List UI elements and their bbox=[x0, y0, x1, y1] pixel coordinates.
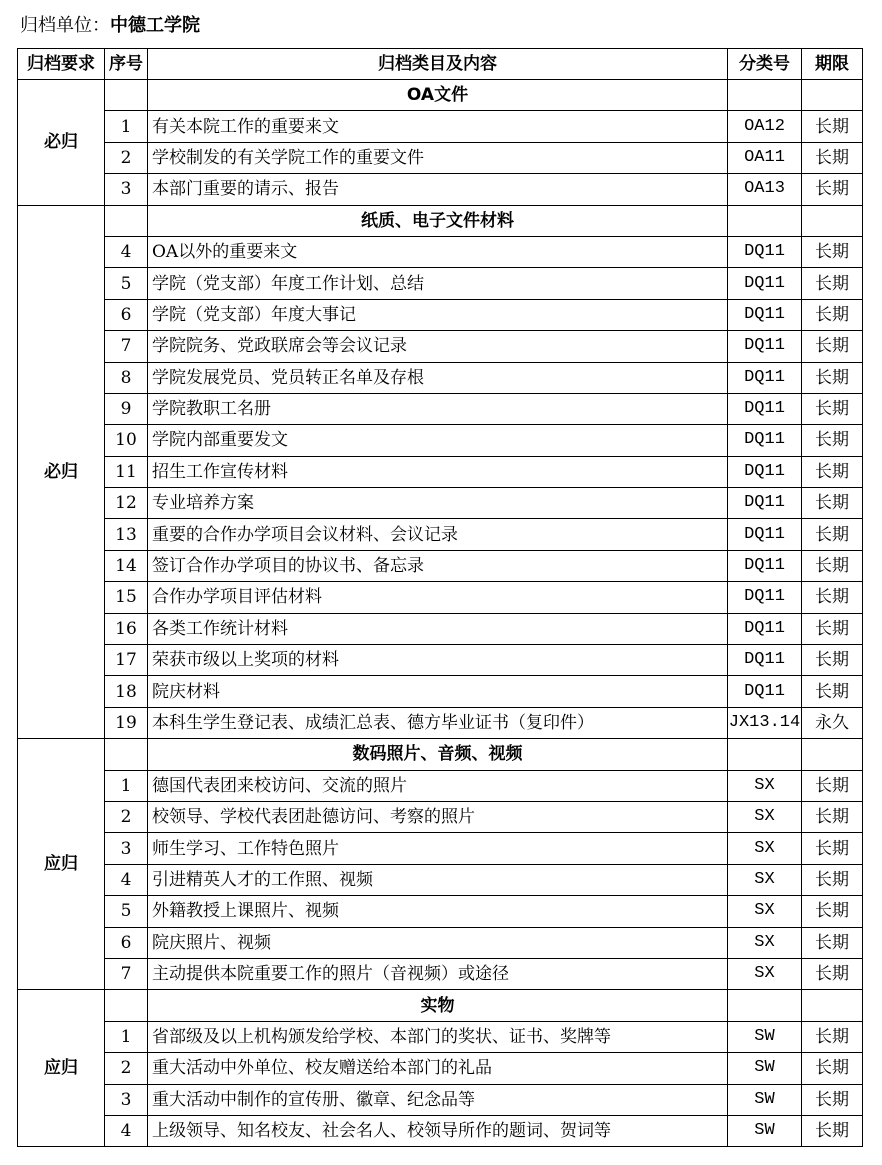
row-period: 长期 bbox=[802, 456, 863, 487]
row-number: 6 bbox=[105, 299, 148, 330]
table-row bbox=[18, 896, 863, 927]
table-row bbox=[18, 801, 863, 832]
category-code-cell bbox=[728, 80, 802, 111]
row-number: 2 bbox=[105, 801, 148, 832]
row-item: 师生学习、工作特色照片 bbox=[148, 833, 728, 864]
row-period: 长期 bbox=[802, 801, 863, 832]
row-item: 学院（党支部）年度大事记 bbox=[148, 299, 728, 330]
row-item: 各类工作统计材料 bbox=[148, 613, 728, 644]
table-row bbox=[18, 676, 863, 707]
row-number: 7 bbox=[105, 331, 148, 362]
requirement-cell: 必归 bbox=[18, 205, 105, 739]
row-code: DQ11 bbox=[728, 331, 802, 362]
row-period: 长期 bbox=[802, 488, 863, 519]
row-number: 7 bbox=[105, 958, 148, 989]
row-code: DQ11 bbox=[728, 299, 802, 330]
requirement-cell: 必归 bbox=[18, 80, 105, 206]
row-code: SX bbox=[728, 958, 802, 989]
row-number: 13 bbox=[105, 519, 148, 550]
row-number: 14 bbox=[105, 550, 148, 581]
archive-unit-label: 归档单位： bbox=[20, 15, 110, 36]
table-row bbox=[18, 299, 863, 330]
row-number: 5 bbox=[105, 268, 148, 299]
category-no-cell bbox=[105, 990, 148, 1021]
table-row bbox=[18, 613, 863, 644]
row-period: 长期 bbox=[802, 393, 863, 424]
row-period: 长期 bbox=[802, 519, 863, 550]
table-row bbox=[18, 488, 863, 519]
row-period: 长期 bbox=[802, 425, 863, 456]
row-period: 长期 bbox=[802, 550, 863, 581]
row-number: 4 bbox=[105, 864, 148, 895]
row-period: 长期 bbox=[802, 896, 863, 927]
row-number: 4 bbox=[105, 236, 148, 267]
row-period: 长期 bbox=[802, 770, 863, 801]
row-code: DQ11 bbox=[728, 456, 802, 487]
category-period-cell bbox=[802, 80, 863, 111]
row-number: 3 bbox=[105, 1084, 148, 1115]
row-period: 长期 bbox=[802, 927, 863, 958]
row-code: DQ11 bbox=[728, 582, 802, 613]
row-code: OA12 bbox=[728, 111, 802, 142]
row-period: 长期 bbox=[802, 833, 863, 864]
header-category: 归档类目及内容 bbox=[148, 49, 728, 80]
archive-unit-value: 中德工学院 bbox=[110, 15, 200, 36]
category-title: OA文件 bbox=[148, 80, 728, 111]
row-number: 6 bbox=[105, 927, 148, 958]
row-code: DQ11 bbox=[728, 236, 802, 267]
category-no-cell bbox=[105, 205, 148, 236]
category-no-cell bbox=[105, 80, 148, 111]
table-row bbox=[18, 519, 863, 550]
table-header-row bbox=[18, 49, 863, 80]
row-item: 招生工作宣传材料 bbox=[148, 456, 728, 487]
row-number: 3 bbox=[105, 174, 148, 205]
table-row bbox=[18, 1084, 863, 1115]
row-code: SW bbox=[728, 1115, 802, 1146]
table-row bbox=[18, 864, 863, 895]
category-code-cell bbox=[728, 205, 802, 236]
row-item: 重大活动中制作的宣传册、徽章、纪念品等 bbox=[148, 1084, 728, 1115]
row-period: 长期 bbox=[802, 613, 863, 644]
row-number: 4 bbox=[105, 1115, 148, 1146]
category-period-cell bbox=[802, 205, 863, 236]
row-number: 17 bbox=[105, 645, 148, 676]
category-row bbox=[18, 990, 863, 1021]
table-row bbox=[18, 582, 863, 613]
category-title: 数码照片、音频、视频 bbox=[148, 739, 728, 770]
table-row bbox=[18, 331, 863, 362]
row-item: 院庆照片、视频 bbox=[148, 927, 728, 958]
row-number: 15 bbox=[105, 582, 148, 613]
row-period: 长期 bbox=[802, 268, 863, 299]
row-item: 签订合作办学项目的协议书、备忘录 bbox=[148, 550, 728, 581]
row-number: 8 bbox=[105, 362, 148, 393]
row-item: 主动提供本院重要工作的照片（音视频）或途径 bbox=[148, 958, 728, 989]
row-period: 长期 bbox=[802, 1021, 863, 1052]
table-row bbox=[18, 236, 863, 267]
row-code: DQ11 bbox=[728, 550, 802, 581]
row-number: 10 bbox=[105, 425, 148, 456]
row-period: 长期 bbox=[802, 676, 863, 707]
row-period: 长期 bbox=[802, 958, 863, 989]
requirement-cell: 应归 bbox=[18, 739, 105, 990]
row-item: 学院内部重要发文 bbox=[148, 425, 728, 456]
archive-table bbox=[17, 48, 863, 1147]
row-item: 学院发展党员、党员转正名单及存根 bbox=[148, 362, 728, 393]
table-row bbox=[18, 1115, 863, 1146]
category-title: 实物 bbox=[148, 990, 728, 1021]
category-code-cell bbox=[728, 739, 802, 770]
table-row bbox=[18, 174, 863, 205]
row-number: 12 bbox=[105, 488, 148, 519]
row-item: 德国代表团来校访问、交流的照片 bbox=[148, 770, 728, 801]
table-row bbox=[18, 362, 863, 393]
category-code-cell bbox=[728, 990, 802, 1021]
row-code: DQ11 bbox=[728, 519, 802, 550]
row-code: JX13.14 bbox=[728, 707, 802, 738]
row-code: SW bbox=[728, 1084, 802, 1115]
row-number: 19 bbox=[105, 707, 148, 738]
row-number: 2 bbox=[105, 142, 148, 173]
header-no: 序号 bbox=[105, 49, 148, 80]
row-item: OA以外的重要来文 bbox=[148, 236, 728, 267]
row-code: DQ11 bbox=[728, 613, 802, 644]
row-period: 长期 bbox=[802, 645, 863, 676]
row-item: 学院教职工名册 bbox=[148, 393, 728, 424]
row-code: SX bbox=[728, 833, 802, 864]
row-item: 院庆材料 bbox=[148, 676, 728, 707]
row-period: 长期 bbox=[802, 299, 863, 330]
row-code: SW bbox=[728, 1053, 802, 1084]
row-number: 1 bbox=[105, 770, 148, 801]
row-number: 5 bbox=[105, 896, 148, 927]
row-code: DQ11 bbox=[728, 488, 802, 519]
row-item: 重要的合作办学项目会议材料、会议记录 bbox=[148, 519, 728, 550]
row-period: 长期 bbox=[802, 331, 863, 362]
row-number: 1 bbox=[105, 1021, 148, 1052]
table-row bbox=[18, 958, 863, 989]
row-number: 3 bbox=[105, 833, 148, 864]
header-code: 分类号 bbox=[728, 49, 802, 80]
row-period: 长期 bbox=[802, 362, 863, 393]
row-item: 本科生学生登记表、成绩汇总表、德方毕业证书（复印件） bbox=[148, 707, 728, 738]
table-row bbox=[18, 707, 863, 738]
row-code: DQ11 bbox=[728, 362, 802, 393]
archive-unit-line bbox=[20, 12, 200, 40]
table-row bbox=[18, 770, 863, 801]
header-requirement: 归档要求 bbox=[18, 49, 105, 80]
row-code: SX bbox=[728, 927, 802, 958]
row-number: 11 bbox=[105, 456, 148, 487]
row-item: 合作办学项目评估材料 bbox=[148, 582, 728, 613]
row-item: 学院（党支部）年度工作计划、总结 bbox=[148, 268, 728, 299]
table-row bbox=[18, 268, 863, 299]
header-period: 期限 bbox=[802, 49, 863, 80]
row-item: 校领导、学校代表团赴德访问、考察的照片 bbox=[148, 801, 728, 832]
requirement-cell: 应归 bbox=[18, 990, 105, 1147]
row-code: DQ11 bbox=[728, 425, 802, 456]
row-item: 有关本院工作的重要来文 bbox=[148, 111, 728, 142]
row-code: SX bbox=[728, 896, 802, 927]
row-item: 上级领导、知名校友、社会名人、校领导所作的题词、贺词等 bbox=[148, 1115, 728, 1146]
row-number: 9 bbox=[105, 393, 148, 424]
row-item: 本部门重要的请示、报告 bbox=[148, 174, 728, 205]
row-number: 18 bbox=[105, 676, 148, 707]
row-item: 荣获市级以上奖项的材料 bbox=[148, 645, 728, 676]
table-row bbox=[18, 1021, 863, 1052]
row-item: 学院院务、党政联席会等会议记录 bbox=[148, 331, 728, 362]
row-code: OA13 bbox=[728, 174, 802, 205]
category-period-cell bbox=[802, 739, 863, 770]
row-item: 学校制发的有关学院工作的重要文件 bbox=[148, 142, 728, 173]
row-period: 长期 bbox=[802, 1053, 863, 1084]
table-row bbox=[18, 111, 863, 142]
row-item: 专业培养方案 bbox=[148, 488, 728, 519]
row-code: SX bbox=[728, 864, 802, 895]
row-code: DQ11 bbox=[728, 645, 802, 676]
row-period: 长期 bbox=[802, 864, 863, 895]
row-number: 16 bbox=[105, 613, 148, 644]
row-item: 省部级及以上机构颁发给学校、本部门的奖状、证书、奖牌等 bbox=[148, 1021, 728, 1052]
row-code: SW bbox=[728, 1021, 802, 1052]
row-code: SX bbox=[728, 801, 802, 832]
table-row bbox=[18, 833, 863, 864]
table-row bbox=[18, 425, 863, 456]
row-item: 重大活动中外单位、校友赠送给本部门的礼品 bbox=[148, 1053, 728, 1084]
table-body bbox=[18, 80, 863, 1147]
row-code: DQ11 bbox=[728, 676, 802, 707]
row-period: 长期 bbox=[802, 236, 863, 267]
row-code: DQ11 bbox=[728, 268, 802, 299]
row-period: 长期 bbox=[802, 142, 863, 173]
table-row bbox=[18, 142, 863, 173]
table-row bbox=[18, 645, 863, 676]
row-period: 长期 bbox=[802, 582, 863, 613]
row-item: 引进精英人才的工作照、视频 bbox=[148, 864, 728, 895]
row-period: 长期 bbox=[802, 111, 863, 142]
category-period-cell bbox=[802, 990, 863, 1021]
table-row bbox=[18, 927, 863, 958]
category-title: 纸质、电子文件材料 bbox=[148, 205, 728, 236]
row-number: 2 bbox=[105, 1053, 148, 1084]
row-code: OA11 bbox=[728, 142, 802, 173]
row-code: DQ11 bbox=[728, 393, 802, 424]
category-row bbox=[18, 80, 863, 111]
row-period: 永久 bbox=[802, 707, 863, 738]
category-no-cell bbox=[105, 739, 148, 770]
category-row bbox=[18, 205, 863, 236]
row-period: 长期 bbox=[802, 174, 863, 205]
table-row bbox=[18, 550, 863, 581]
table-row bbox=[18, 393, 863, 424]
category-row bbox=[18, 739, 863, 770]
row-item: 外籍教授上课照片、视频 bbox=[148, 896, 728, 927]
row-period: 长期 bbox=[802, 1084, 863, 1115]
row-number: 1 bbox=[105, 111, 148, 142]
row-code: SX bbox=[728, 770, 802, 801]
table-row bbox=[18, 456, 863, 487]
row-period: 长期 bbox=[802, 1115, 863, 1146]
table-row bbox=[18, 1053, 863, 1084]
